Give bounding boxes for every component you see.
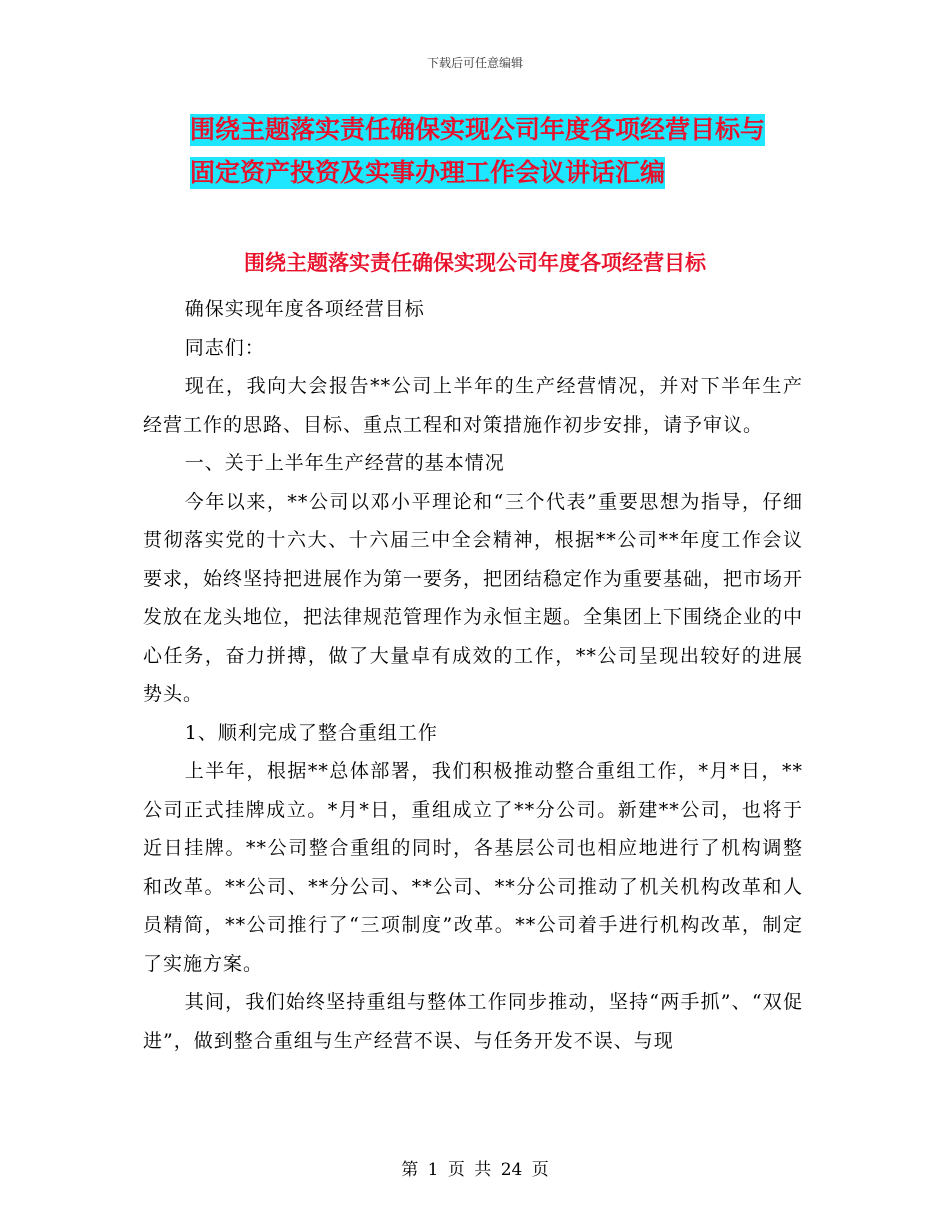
paragraph-subtitle: 确保实现年度各项经营目标: [184, 298, 425, 320]
paragraph-salutation: 同志们：: [184, 336, 265, 359]
body-text: [143, 290, 803, 1060]
main-title-line-1: 围绕主题落实责任确保实现公司年度各项经营目标与: [190, 115, 766, 144]
header-note: 下载后可任意编辑: [426, 56, 523, 70]
document-main-title: [190, 108, 830, 194]
paragraph: 现在，我向大会报告**公司上半年的生产经营情况，并对下半年生产经营工作的思路、目标、重点工程和对策措施作初步安排，请予审议。: [143, 375, 803, 436]
paragraph-heading-1-1: 1、顺利完成了整合重组工作: [184, 721, 438, 744]
paragraph: 今年以来，**公司以邓小平理论和“三个代表”重要思想为指导，仔细贯彻落实党的十六大、十六届三中全会精神，根据**公司**年度工作会议要求，始终坚持把进展作为第一要务，把团结稳定作为重要基础，把市场开发放在龙头地位，把法律规范管理作为永恒主题。全集团上下围绕企业的中心任务，奋力拼搏，做了大量卓有成效的工作，**公司呈现出较好的进展势头。: [143, 490, 804, 705]
main-title-line-2: 固定资产投资及实事办理工作会议讲话汇编: [190, 158, 666, 187]
page-number-footer: 第 1 页 共 24 页: [401, 1160, 549, 1180]
section-title: 围绕主题落实责任确保实现公司年度各项经营目标: [244, 251, 706, 275]
paragraph-heading-1: 一、关于上半年生产经营的基本情况: [184, 452, 505, 474]
paragraph: 其间，我们始终坚持重组与整体工作同步推动，坚持“两手抓”、“双促进”，做到整合重组与生产经营不误、与任务开发不误、与现: [143, 991, 803, 1052]
paragraph: 上半年，根据**总体部署，我们积极推动整合重组工作，*月*日，**公司正式挂牌成立。*月*日，重组成立了**分公司。新建**公司，也将于近日挂牌。**公司整合重组的同时，各基层公司也相应地进行了机构调整和改革。**公司、**分公司、**公司、**分公司推动了机关机构改革和人员精简，**公司推行了“三项制度”改革。**公司着手进行机构改革，制定了实施方案。: [143, 760, 803, 975]
